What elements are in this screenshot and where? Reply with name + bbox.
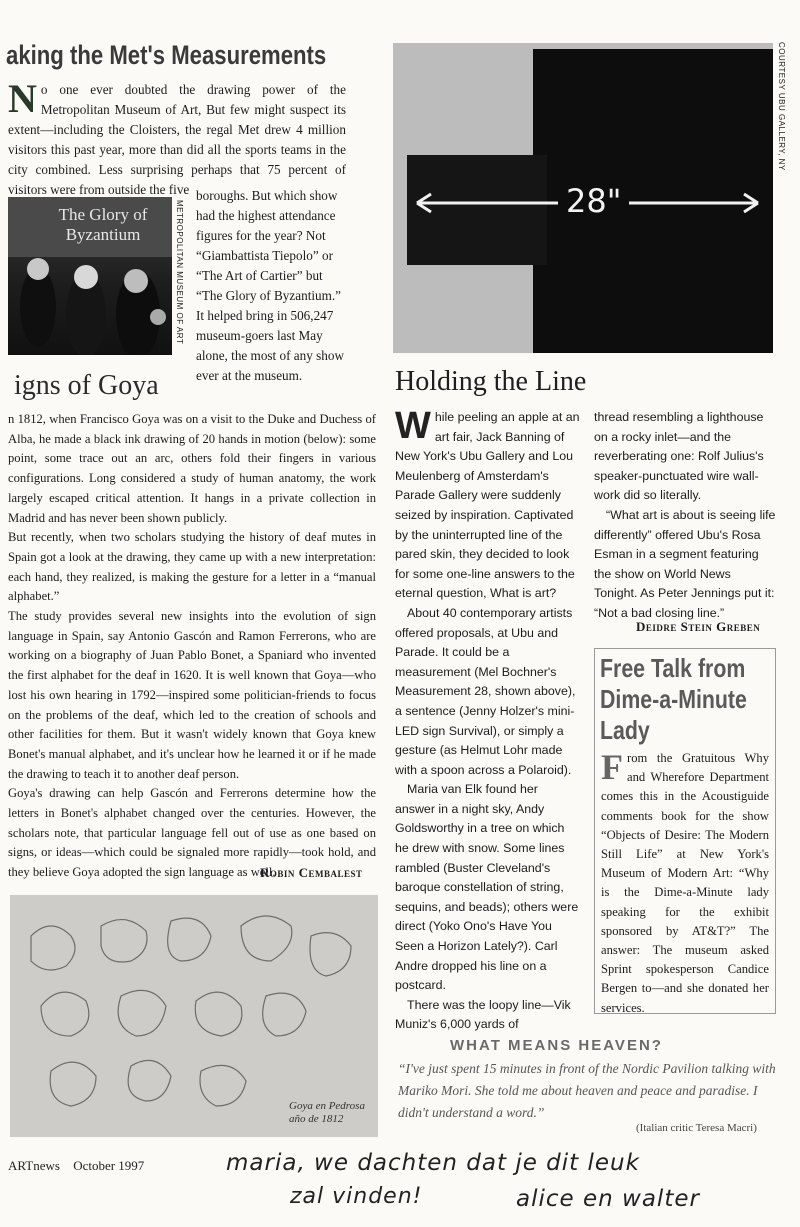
- free-talk-dropcap: F: [601, 747, 623, 787]
- heaven-attribution: (Italian critic Teresa Macri): [636, 1122, 757, 1134]
- handwritten-line-1: maria, we dachten dat je dit leuk: [226, 1150, 640, 1176]
- goya-title: igns of Goya: [14, 370, 159, 401]
- goya-byline: Robin Cembalest: [260, 865, 363, 880]
- goya-body: [8, 410, 376, 883]
- goya-hands-drawing: [10, 895, 378, 1137]
- free-talk-body: F rom the Gratuitous Why and Wherefore Department comes this in the Acoustiguide comments book for the show “Objects of Desire: The Modern Still Life” at New York's Museum of Modern Art: “Why is the Dime-a-Minute lady speaking for the exhibit sponsored by AT&T?” The answer: The museum asked Sprint spokesperson Candice Bergen to—and she donated her services.: [601, 747, 769, 1015]
- goya-paragraph-2: But recently, when two scholars studying the history of deaf mutes in Spain got a look at the drawing, they came up with a new interpretation: each hand, they realized, is making the gesture for a letter in a “manual alphabet.”: [8, 530, 376, 604]
- handwritten-line-2b: alice en walter: [516, 1186, 700, 1212]
- holding-line-title: Holding the Line: [395, 366, 587, 397]
- measurement-label: 28": [558, 181, 629, 221]
- byzantium-photo: [8, 197, 172, 355]
- measurement-photo-credit: COURTESY UBU GALLERY, NY: [777, 42, 786, 171]
- free-talk-box: [594, 648, 776, 1014]
- holding-line-p3: Maria van Elk found her answer in a night sky, Andy Goldsworthy in a tree on which he drew with snow. Some lines rambled (Buster Cleveland's baroque constellation of string, sequins, and beads); others were direct (Yoko Ono's Have You Seen a Horizon Lately?). Carl Andre dropped his line on a postcard.: [395, 782, 579, 993]
- goya-paragraph-3: The study provides several new insights into the evolution of sign language in Spain, say Antonio Gascón and Ramon Ferrerons, who are working on a biography of Juan Pablo Bonet, a Spaniard who invented the first alphabet for the deaf in 1620. It is well known that Goya—who lost his own hearing in 1792—inspired some politician-friends to focus on the problems of the deaf, which led to the creation of schools and other facilities for them. But it wasn't widely known that Goya knew Bonet's manual alphabet, and it's unclear how he learned it or if he made the drawing to teach it to another deaf person.: [8, 609, 376, 781]
- goya-drawing-caption: Goya en Pedrosa año de 1812: [289, 1100, 365, 1125]
- holding-line-col2: [594, 408, 776, 624]
- holding-line-p6: “What art is about is seeing life differently” offered Ubu's Rosa Esman in a segment featuring the show on World News Tonight. As Peter Jennings put it: “Not a bad closing line.”: [594, 507, 776, 620]
- holding-line-p2: About 40 contemporary artists offered proposals, at Ubu and Parade. It could be a measurement (Mel Bochner's Measurement 28, shown above), a sentence (Jenny Holzer's mini-LED sign Survival), or simply a gesture (as Helmut Lohr made with a spoon across a Polaroid).: [395, 605, 576, 777]
- goya-paragraph-1: n 1812, when Francisco Goya was on a visit to the Duke and Duchess of Alba, he made a black ink drawing of 20 hands in motion (below): some point, some trace out an arc, others fold their fingers in various configurations. Long considered a study of human anatomy, the work largely escaped critical attention. It hangs in a private collection in Madrid and has never been shown publicly.: [8, 412, 376, 525]
- free-talk-title: Free Talk from Dime-a-Minute Lady: [600, 653, 747, 745]
- heaven-title: WHAT MEANS HEAVEN?: [450, 1037, 663, 1054]
- holding-line-dropcap: W: [395, 405, 431, 447]
- measurement-photo: [393, 43, 773, 353]
- met-dropcap: N: [8, 76, 37, 121]
- met-title: aking the Met's Measurements: [6, 40, 327, 70]
- goya-paragraph-4: Goya's drawing can help Gascón and Ferrerons determine how the letters in Bonet's alphabet changed over the centuries. However, the scholars note, that particular language fell out of use as one based on signs, or ideas—which could be signaled more rapidly—took hold, and they believe Goya adopted the sign language as well.: [8, 786, 376, 880]
- holding-line-col1: [395, 405, 581, 1035]
- holding-line-p5: thread resembling a lighthouse on a rocky inlet—and the reverberating one: Rolf Julius's speaker-punctuated wire wall-work did so literally.: [594, 410, 764, 503]
- met-body-top: N o one ever doubted the drawing power of the Metropolitan Museum of Art, But few might suspect its extent—including the Cloisters, the regal Met drew 4 million visitors this past year, more than did all the sports teams in the city combined. Less surprising perhaps that 75 percent of visitors were from outside the five: [8, 76, 346, 197]
- met-body-side: boroughs. But which show had the highest attendance figures for the year? Not “Giambattista Tiepolo” or “The Art of Cartier” but “The Glory of Byzantium.” It helped bring in 506,247 museum-goers last May alone, the most of any show ever at the museum.: [196, 188, 344, 383]
- holding-line-p1: hile peeling an apple at an art fair, Jack Banning of New York's Ubu Gallery and Lou Meulenberg of Amsterdam's Parade Gallery were suddenly seized by inspiration. Captivated by the uninterrupted line of the pared skin, they decided to look for some one-line answers to the eternal question, What is art?: [395, 410, 580, 601]
- met-photo-credit: METROPOLITAN MUSEUM OF ART: [175, 200, 184, 345]
- footer-publication: [8, 1158, 144, 1174]
- heaven-quote: “I've just spent 15 minutes in front of the Nordic Pavilion talking with Mariko Mori. She told me about heaven and peace and paradise. I didn't understand a word.”: [398, 1061, 776, 1120]
- footer-publication-name: ARTnews: [8, 1158, 60, 1173]
- byzantium-photo-text: The Glory of Byzantium: [58, 205, 148, 244]
- footer-date: October 1997: [73, 1158, 145, 1173]
- handwritten-line-2a: zal vinden!: [290, 1184, 423, 1209]
- holding-line-p4: There was the loopy line—Vik Muniz's 6,000 yards of: [395, 997, 571, 1032]
- holding-line-byline: Deidre Stein Greben: [636, 619, 761, 634]
